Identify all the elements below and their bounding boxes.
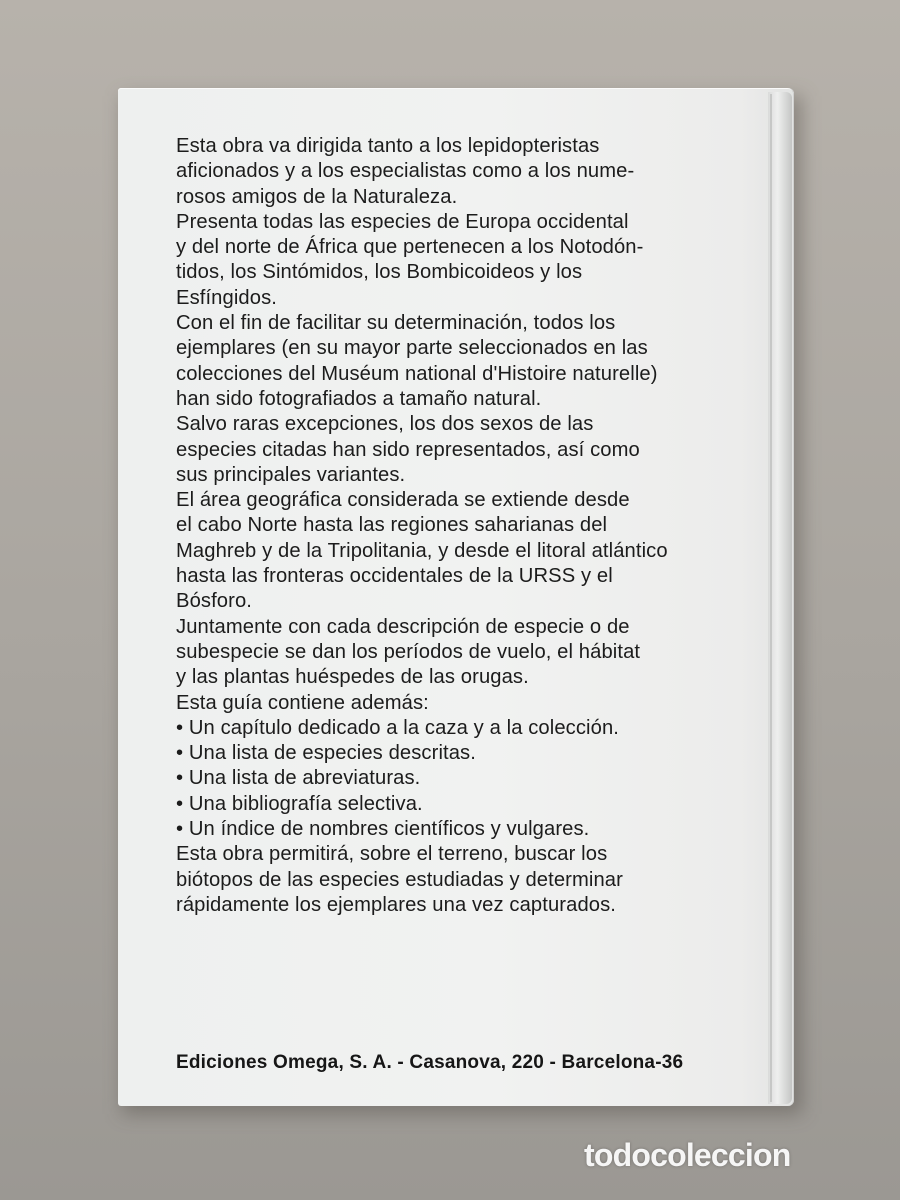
site-watermark: todocoleccion	[584, 1137, 791, 1173]
publisher-imprint: Ediciones Omega, S. A. - Casanova, 220 - Barcelona-36	[176, 1052, 684, 1073]
back-cover-blurb: Esta obra va dirigida tanto a los lepidopteristas aficionados y a los especialistas como a los nume- rosos amigos de la Naturaleza. Presenta todas las especies de Europa occidental y del norte de África que pertenecen a los Notodón- tidos, los Sintómidos, los Bombicoideos y los Esfíngidos. Con el fin de facilitar su determinación, todos los ejemplares (en su mayor parte seleccionados en las colecciones del Muséum national d'Histoire naturelle) han sido fotografiados a tamaño natural. Salvo raras excepciones, los dos sexos de las especies citadas han sido representados, así como sus principales variantes. El área geográfica considerada se extiende desde el cabo Norte hasta las regiones saharianas del Maghreb y de la Tripolitania, y desde el litoral atlántico hasta las fronteras occidentales de la URSS y el Bósforo. Juntamente con cada descripción de especie o de subespecie se dan los períodos de vuelo, el hábitat y las plantas huéspedes de las orugas. Esta guía contiene además: • Un capítulo dedicado a la caza y a la colección. • Una lista de especies descritas. • Una lista de abreviaturas. • Una bibliografía selectiva. • Un índice de nombres científicos y vulgares. Esta obra permitirá, sobre el terreno, buscar los biótopos de las especies estudiadas y determinar rápidamente los ejemplares una vez capturados.	[176, 135, 668, 916]
spine-hinge-line	[770, 94, 772, 1102]
